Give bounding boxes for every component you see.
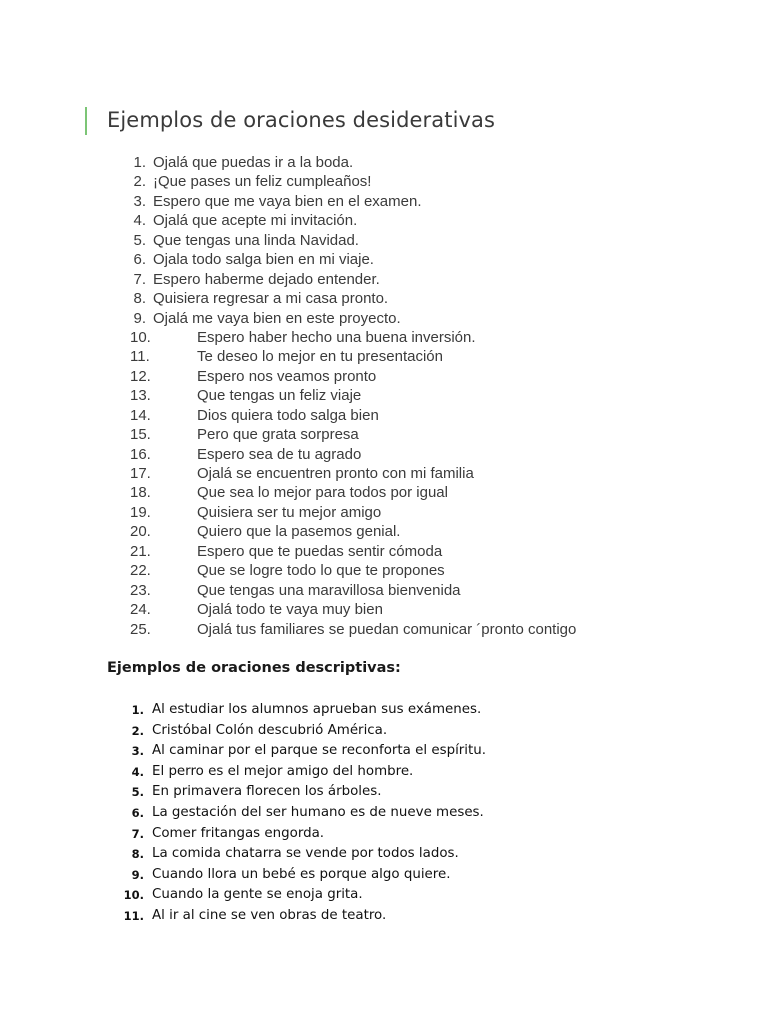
list-item (0, 483, 768, 502)
list-item-number: 9. (131, 867, 144, 882)
list-item-text: Te deseo lo mejor en tu presentación (197, 348, 443, 366)
list-item-number: 15. (130, 426, 151, 444)
list-item-text: Cuando la gente se enoja grita. (152, 887, 363, 903)
list-item-number: 4. (133, 212, 146, 230)
list-item-text: Comer fritangas engorda. (152, 825, 325, 841)
list-item (0, 367, 768, 386)
list-item-number: 20. (130, 523, 151, 541)
list-item-text: Dios quiera todo salga bien (197, 406, 379, 424)
section-heading-descriptivas: Ejemplos de oraciones descriptivas: (107, 660, 401, 676)
list-item-number: 6. (133, 251, 146, 269)
list-item-number: 13. (130, 387, 151, 405)
list-item (0, 445, 768, 464)
list-item-text: Espero haber hecho una buena inversión. (197, 328, 476, 346)
list-item (0, 542, 768, 561)
list-item-text: Ojalá se encuentren pronto con mi familia (197, 465, 474, 482)
list-item-text: La gestación del ser humano es de nueve meses. (152, 804, 484, 820)
list-item-number: 25. (130, 620, 151, 638)
list-item-number: 1. (131, 703, 144, 717)
list-item (0, 192, 768, 211)
list-item-text: Que sea lo mejor para todos por igual (197, 484, 448, 502)
list-item-text: Al estudiar los alumnos aprueban sus exámenes. (152, 702, 482, 717)
list-item-number: 5. (133, 231, 146, 249)
list-item (0, 522, 768, 541)
list-item (0, 721, 768, 742)
list-item-number: 4. (131, 764, 144, 779)
list-item-number: 8. (133, 290, 146, 308)
list-item (0, 503, 768, 522)
list-item-text: Quisiera regresar a mi casa pronto. (153, 290, 389, 308)
list-item-text: Que tengas un feliz viaje (197, 387, 362, 405)
list-item-text: La comida chatarra se vende por todos lados. (152, 846, 459, 862)
list-item-text: Al caminar por el parque se reconforta el espíritu. (152, 743, 487, 759)
list-item-text: Cuando llora un bebé es porque algo quiere. (152, 866, 451, 882)
list-item (0, 153, 768, 172)
list-item-text: Ojala todo salga bien en mi viaje. (153, 251, 374, 269)
list-item-number: 21. (130, 542, 151, 560)
list-item (0, 328, 768, 347)
list-item-text: Al ir al cine se ven obras de teatro. (152, 907, 387, 923)
list-item (0, 172, 768, 191)
list-item-number: 6. (131, 805, 144, 820)
list-item-number: 1. (133, 154, 146, 171)
list-item-number: 12. (130, 367, 151, 385)
list-item (0, 425, 768, 444)
list-item (0, 885, 768, 906)
list-item-number: 17. (130, 465, 151, 482)
list-item (0, 231, 768, 250)
list-item-number: 10. (123, 888, 144, 903)
list-item-number: 23. (130, 581, 151, 599)
list-item (0, 561, 768, 580)
list-item-text: Cristóbal Colón descubrió América. (152, 722, 388, 738)
list-item-text: El perro es el mejor amigo del hombre. (152, 763, 414, 779)
list-item (0, 762, 768, 783)
list-item-number: 2. (131, 723, 144, 738)
list-item-number: 10. (130, 328, 151, 346)
list-item-text: Quisiera ser tu mejor amigo (197, 503, 382, 521)
list-item (0, 782, 768, 803)
list-descriptivas (0, 700, 768, 927)
list-item-text: Que se logre todo lo que te propones (197, 562, 445, 580)
list-item (0, 906, 768, 927)
list-item-text: Espero sea de tu agrado (197, 445, 362, 463)
list-item-number: 2. (133, 173, 146, 191)
list-item-text: Ojalá todo te vaya muy bien (197, 601, 383, 619)
list-item-text: En primavera florecen los árboles. (152, 784, 382, 800)
list-item-text: ¡Que pases un feliz cumpleaños! (153, 173, 372, 191)
list-item (0, 824, 768, 845)
list-item-number: 7. (131, 826, 144, 841)
list-item (0, 347, 768, 366)
list-item (0, 600, 768, 619)
list-item-text: Pero que grata sorpresa (197, 426, 359, 444)
list-item-number: 19. (130, 503, 151, 521)
list-item (0, 211, 768, 230)
list-item (0, 620, 768, 639)
list-item (0, 289, 768, 308)
list-item-number: 14. (130, 406, 151, 424)
list-item (0, 309, 768, 328)
list-item (0, 250, 768, 269)
list-item-number: 9. (133, 309, 146, 327)
list-item-number: 7. (133, 270, 146, 288)
list-item-number: 5. (131, 785, 144, 800)
list-item-number: 11. (123, 908, 144, 923)
list-item (0, 700, 768, 721)
list-item-text: Ojalá que puedas ir a la boda. (153, 154, 354, 171)
list-item-number: 18. (130, 484, 151, 502)
list-item-number: 8. (131, 847, 144, 862)
list-item-text: Espero que te puedas sentir cómoda (197, 542, 443, 560)
list-item-text: Ojalá tus familiares se puedan comunicar ´pronto contigo (197, 620, 577, 638)
list-item (0, 406, 768, 425)
list-item-text: Espero nos veamos pronto (197, 367, 377, 385)
list-desiderativas (0, 153, 768, 639)
list-item (0, 581, 768, 600)
list-item-number: 16. (130, 445, 151, 463)
list-item (0, 386, 768, 405)
list-item-text: Ojalá que acepte mi invitación. (153, 212, 358, 230)
list-item (0, 803, 768, 824)
list-item (0, 741, 768, 762)
list-item-text: Que tengas una maravillosa bienvenida (197, 581, 461, 599)
list-item-text: Quiero que la pasemos genial. (197, 523, 401, 541)
list-item-number: 3. (133, 192, 146, 210)
list-item-text: Que tengas una linda Navidad. (153, 231, 359, 249)
list-item-text: Espero haberme dejado entender. (153, 270, 380, 288)
section-heading-desiderativas: Ejemplos de oraciones desiderativas (107, 108, 496, 132)
list-item-number: 22. (130, 562, 151, 580)
list-item-number: 11. (130, 348, 150, 366)
list-item (0, 844, 768, 865)
list-item (0, 464, 768, 483)
list-item (0, 865, 768, 886)
list-item-number: 24. (130, 601, 151, 619)
list-item-number: 3. (131, 744, 144, 759)
list-item-text: Ojalá me vaya bien en este proyecto. (153, 309, 401, 327)
list-item (0, 270, 768, 289)
list-item-text: Espero que me vaya bien en el examen. (153, 192, 422, 210)
heading-accent-bar (85, 107, 87, 135)
